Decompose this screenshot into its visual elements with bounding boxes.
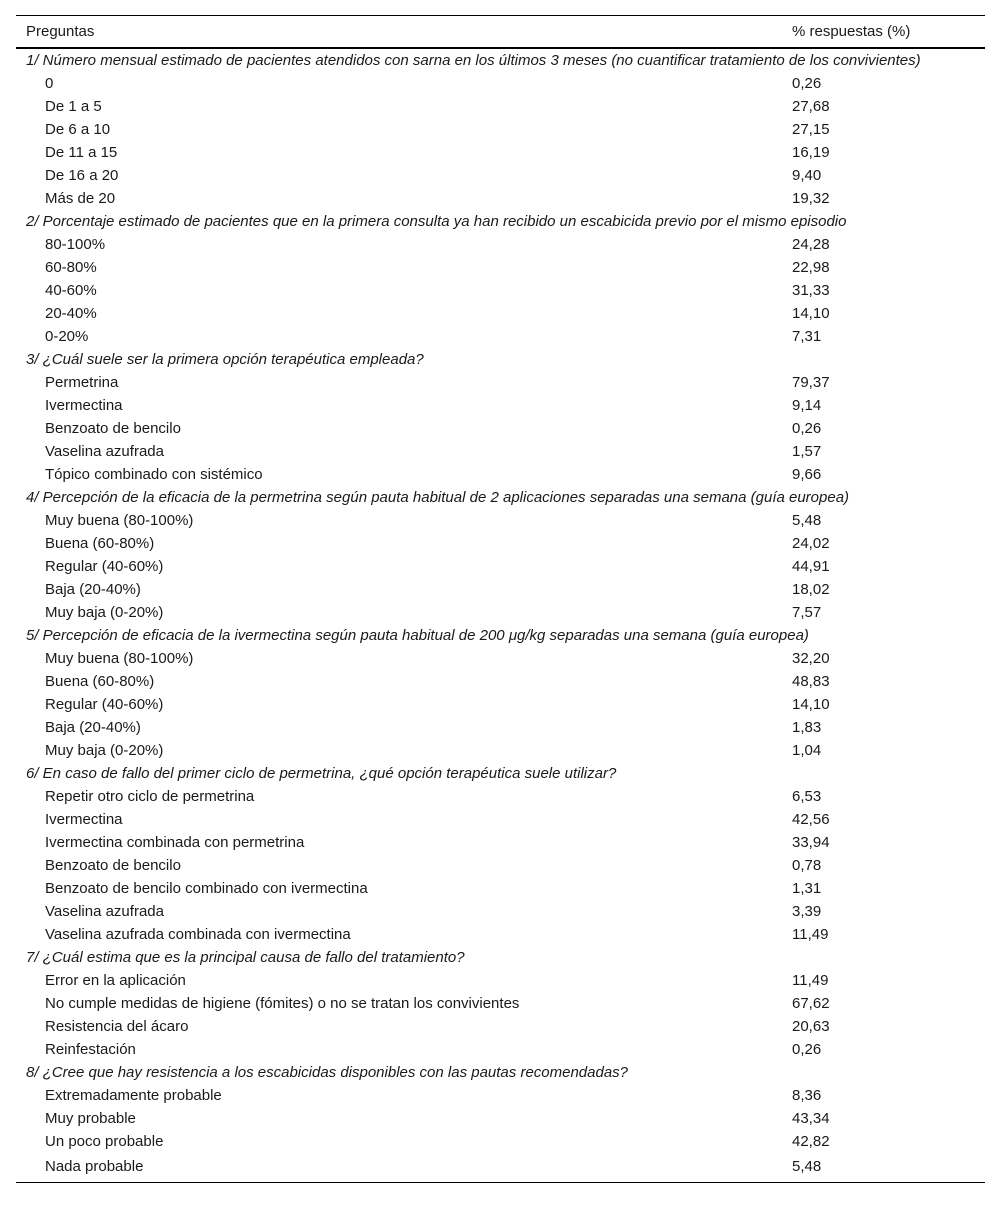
answer-percent: 9,40	[792, 167, 822, 184]
answer-row	[16, 233, 985, 256]
question-title: 6/ En caso de fallo del primer ciclo de permetrina, ¿qué opción terapéutica suele utilizar?	[26, 765, 617, 782]
answer-percent: 1,04	[792, 742, 822, 759]
answer-row	[16, 141, 985, 164]
answer-row	[16, 555, 985, 578]
answer-label: Muy baja (0-20%)	[45, 742, 164, 759]
question-title: 4/ Percepción de la eficacia de la permetrina según pauta habitual de 2 aplicaciones separadas una semana (guía europea)	[26, 489, 850, 506]
answer-label: Muy buena (80-100%)	[45, 650, 194, 667]
question-row	[16, 762, 985, 785]
answer-label: 0	[45, 75, 54, 92]
answer-row	[16, 118, 985, 141]
answer-label: 60-80%	[45, 259, 97, 276]
answer-row	[16, 578, 985, 601]
answer-label: 80-100%	[45, 236, 106, 253]
answer-row	[16, 394, 985, 417]
answer-row	[16, 325, 985, 348]
table-body	[16, 48, 985, 1183]
question-title: 1/ Número mensual estimado de pacientes atendidos con sarna en los últimos 3 meses (no cuantificar tratamiento de los convivientes)	[26, 52, 921, 69]
answer-label: Benzoato de bencilo	[45, 420, 181, 437]
answer-label: Permetrina	[45, 374, 119, 391]
answer-label: No cumple medidas de higiene (fómites) o no se tratan los convivientes	[45, 995, 520, 1012]
answer-label: Muy buena (80-100%)	[45, 512, 194, 529]
answer-label: De 1 a 5	[45, 98, 102, 115]
answer-label: Buena (60-80%)	[45, 673, 155, 690]
answer-label: Ivermectina combinada con permetrina	[45, 834, 305, 851]
answer-row	[16, 854, 985, 877]
answer-row	[16, 72, 985, 95]
answer-percent: 18,02	[792, 581, 830, 598]
answer-row	[16, 1015, 985, 1038]
answer-percent: 27,68	[792, 98, 830, 115]
question-row	[16, 210, 985, 233]
answer-row	[16, 509, 985, 532]
answer-label: Repetir otro ciclo de permetrina	[45, 788, 255, 805]
answer-percent: 19,32	[792, 190, 830, 207]
answer-row	[16, 532, 985, 555]
answer-row	[16, 716, 985, 739]
answer-row	[16, 992, 985, 1015]
answer-percent: 9,66	[792, 466, 822, 483]
answer-percent: 7,31	[792, 328, 822, 345]
question-row	[16, 624, 985, 647]
answer-label: 0-20%	[45, 328, 89, 345]
answer-percent: 0,78	[792, 857, 822, 874]
answer-row	[16, 302, 985, 325]
question-title: 8/ ¿Cree que hay resistencia a los escabicidas disponibles con las pautas recomendadas?	[26, 1064, 629, 1081]
survey-results-table	[16, 15, 985, 1183]
answer-percent: 42,82	[792, 1133, 830, 1150]
question-row	[16, 348, 985, 371]
answer-row	[16, 1107, 985, 1130]
answer-label: 20-40%	[45, 305, 97, 322]
question-title: 3/ ¿Cuál suele ser la primera opción terapéutica empleada?	[26, 351, 424, 368]
answer-label: Extremadamente probable	[45, 1087, 222, 1104]
answer-row	[16, 256, 985, 279]
answer-row	[16, 1038, 985, 1061]
answer-row	[16, 463, 985, 486]
answer-label: 40-60%	[45, 282, 97, 299]
answer-row	[16, 739, 985, 762]
answer-row	[16, 1130, 985, 1153]
answer-row	[16, 440, 985, 463]
answer-percent: 8,36	[792, 1087, 822, 1104]
answer-row	[16, 670, 985, 693]
answer-label: De 16 a 20	[45, 167, 119, 184]
answer-label: De 6 a 10	[45, 121, 111, 138]
answer-label: Error en la aplicación	[45, 972, 186, 989]
answer-percent: 0,26	[792, 75, 822, 92]
answer-row	[16, 279, 985, 302]
answer-label: Tópico combinado con sistémico	[45, 466, 263, 483]
answer-label: Resistencia del ácaro	[45, 1018, 189, 1035]
answer-percent: 31,33	[792, 282, 830, 299]
answer-percent: 0,26	[792, 420, 822, 437]
answer-percent: 5,48	[792, 512, 822, 529]
answer-percent: 1,57	[792, 443, 822, 460]
answer-row	[16, 1084, 985, 1107]
answer-percent: 1,31	[792, 880, 822, 897]
answer-label: Nada probable	[45, 1158, 144, 1175]
answer-row	[16, 187, 985, 210]
answer-label: Vaselina azufrada	[45, 443, 164, 460]
answer-percent: 22,98	[792, 259, 830, 276]
answer-percent: 32,20	[792, 650, 830, 667]
answer-percent: 7,57	[792, 604, 822, 621]
answer-label: Muy baja (0-20%)	[45, 604, 164, 621]
header-row	[16, 16, 985, 49]
header-questions: Preguntas	[26, 22, 95, 40]
answer-label: De 11 a 15	[45, 144, 118, 161]
answer-percent: 48,83	[792, 673, 830, 690]
question-row	[16, 48, 985, 72]
answer-label: Vaselina azufrada combinada con ivermectina	[45, 926, 351, 943]
answer-percent: 27,15	[792, 121, 830, 138]
answer-percent: 33,94	[792, 834, 830, 851]
answer-row	[16, 95, 985, 118]
answer-percent: 6,53	[792, 788, 822, 805]
answer-percent: 5,48	[792, 1158, 822, 1175]
answer-percent: 16,19	[792, 144, 830, 161]
question-title: 5/ Percepción de eficacia de la ivermectina según pauta habitual de 200 μg/kg separadas una semana (guía europea)	[26, 627, 809, 644]
answer-row	[16, 601, 985, 624]
answer-percent: 11,49	[792, 972, 829, 989]
answer-percent: 9,14	[792, 397, 822, 414]
survey-table-container	[16, 15, 985, 1183]
answer-row	[16, 164, 985, 187]
answer-row	[16, 1153, 985, 1183]
answer-percent: 14,10	[792, 696, 830, 713]
answer-row	[16, 831, 985, 854]
answer-label: Regular (40-60%)	[45, 696, 164, 713]
answer-percent: 1,83	[792, 719, 822, 736]
answer-row	[16, 900, 985, 923]
answer-label: Más de 20	[45, 190, 116, 207]
answer-row	[16, 877, 985, 900]
question-row	[16, 946, 985, 969]
answer-percent: 24,02	[792, 535, 830, 552]
question-title: 2/ Porcentaje estimado de pacientes que en la primera consulta ya han recibido un escabicida previo por el mismo episodio	[26, 213, 847, 230]
question-title: 7/ ¿Cuál estima que es la principal causa de fallo del tratamiento?	[26, 949, 465, 966]
question-row	[16, 1061, 985, 1084]
answer-label: Buena (60-80%)	[45, 535, 155, 552]
answer-percent: 24,28	[792, 236, 830, 253]
answer-percent: 14,10	[792, 305, 830, 322]
answer-percent: 44,91	[792, 558, 830, 575]
answer-row	[16, 417, 985, 440]
answer-label: Baja (20-40%)	[45, 719, 141, 736]
answer-percent: 79,37	[792, 374, 830, 391]
answer-percent: 11,49	[792, 926, 829, 943]
question-row	[16, 486, 985, 509]
answer-label: Reinfestación	[45, 1041, 136, 1058]
answer-row	[16, 923, 985, 946]
answer-label: Benzoato de bencilo	[45, 857, 181, 874]
answer-label: Regular (40-60%)	[45, 558, 164, 575]
answer-percent: 42,56	[792, 811, 830, 828]
answer-label: Vaselina azufrada	[45, 903, 164, 920]
answer-label: Un poco probable	[45, 1133, 164, 1150]
answer-label: Ivermectina	[45, 811, 123, 828]
answer-label: Benzoato de bencilo combinado con ivermectina	[45, 880, 368, 897]
answer-percent: 3,39	[792, 903, 822, 920]
answer-percent: 20,63	[792, 1018, 830, 1035]
answer-percent: 0,26	[792, 1041, 822, 1058]
header-percent: % respuestas (%)	[792, 22, 911, 40]
table-header	[16, 16, 985, 49]
answer-label: Muy probable	[45, 1110, 136, 1127]
answer-percent: 67,62	[792, 995, 830, 1012]
answer-row	[16, 647, 985, 670]
answer-row	[16, 785, 985, 808]
answer-row	[16, 808, 985, 831]
answer-label: Baja (20-40%)	[45, 581, 141, 598]
answer-row	[16, 969, 985, 992]
answer-row	[16, 693, 985, 716]
answer-label: Ivermectina	[45, 397, 123, 414]
answer-row	[16, 371, 985, 394]
answer-percent: 43,34	[792, 1110, 830, 1127]
